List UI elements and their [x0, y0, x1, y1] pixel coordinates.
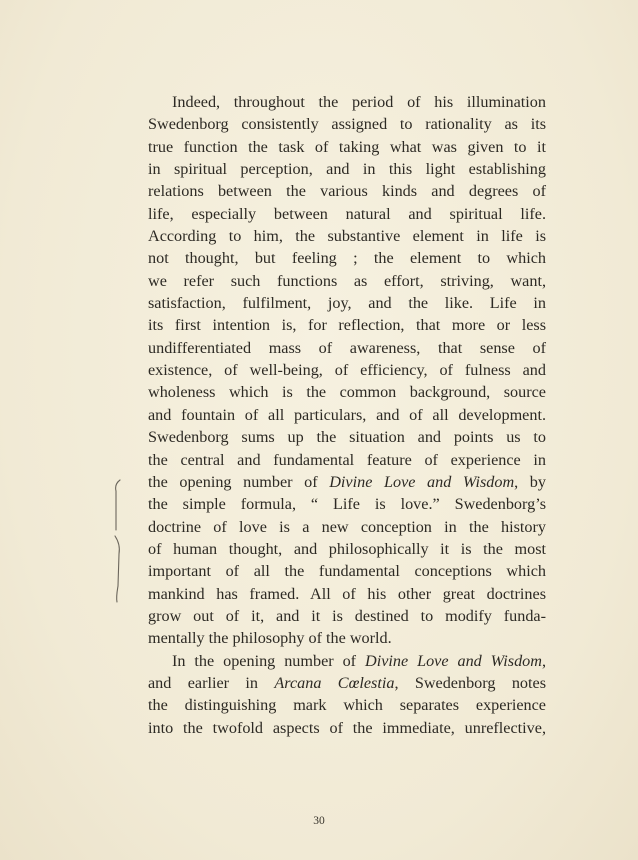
body-text — [148, 91, 546, 739]
page-number: 30 — [313, 815, 325, 827]
text-line: in spiritual perception, and in this light establishing — [148, 160, 546, 179]
text-line: its first intention is, for reflection, that more or less — [148, 316, 546, 335]
text-line: the simple formula, “ Life is love.” Swedenborg’s — [148, 495, 546, 514]
text-line: mankind has framed. All of his other great doctrines — [148, 584, 546, 603]
text-line: the opening number of Divine Love and Wisdom, by — [148, 472, 546, 491]
text-line: and fountain of all particulars, and of all development. — [148, 405, 546, 424]
text-line: the distinguishing mark which separates experience — [148, 696, 546, 715]
text-line: life, especially between natural and spiritual life. — [148, 204, 546, 223]
text-line: According to him, the substantive element in life is — [148, 227, 546, 246]
text-line: undifferentiated mass of awareness, that sense of — [148, 338, 546, 357]
text-line: wholeness which is the common background, source — [148, 383, 546, 402]
text-line: and earlier in Arcana Cœlestia, Swedenborg notes — [148, 673, 546, 692]
text-line: In the opening number of Divine Love and Wisdom, — [172, 651, 546, 670]
text-line: Indeed, throughout the period of his illumination — [172, 93, 546, 111]
text-line: doctrine of love is a new conception in the history — [148, 517, 546, 536]
text-line: of human thought, and philosophically it is the most — [148, 539, 546, 558]
text-line: relations between the various kinds and degrees of — [148, 182, 546, 201]
text-line: Swedenborg sums up the situation and points us to — [148, 428, 546, 447]
text-line: not thought, but feeling ; the element to which — [148, 249, 546, 268]
text-line: Swedenborg consistently assigned to rationality as its — [148, 115, 546, 134]
text-line: true function the task of taking what was given to it — [148, 137, 546, 156]
text-line: we refer such functions as effort, striving, want, — [148, 271, 546, 290]
text-line: mentally the philosophy of the world. — [148, 629, 392, 648]
text-line: satisfaction, fulfilment, joy, and the like. Life in — [148, 294, 546, 313]
text-line: grow out of it, and it is destined to modify funda- — [148, 606, 546, 625]
text-line: into the twofold aspects of the immediate, unreflective, — [148, 718, 546, 737]
text-line: existence, of well-being, of efficiency, of fulness and — [148, 361, 546, 380]
text-line: important of all the fundamental conceptions which — [148, 562, 546, 581]
text-line: the central and fundamental feature of experience in — [148, 450, 546, 469]
pencil-bracket-mark — [113, 478, 143, 610]
